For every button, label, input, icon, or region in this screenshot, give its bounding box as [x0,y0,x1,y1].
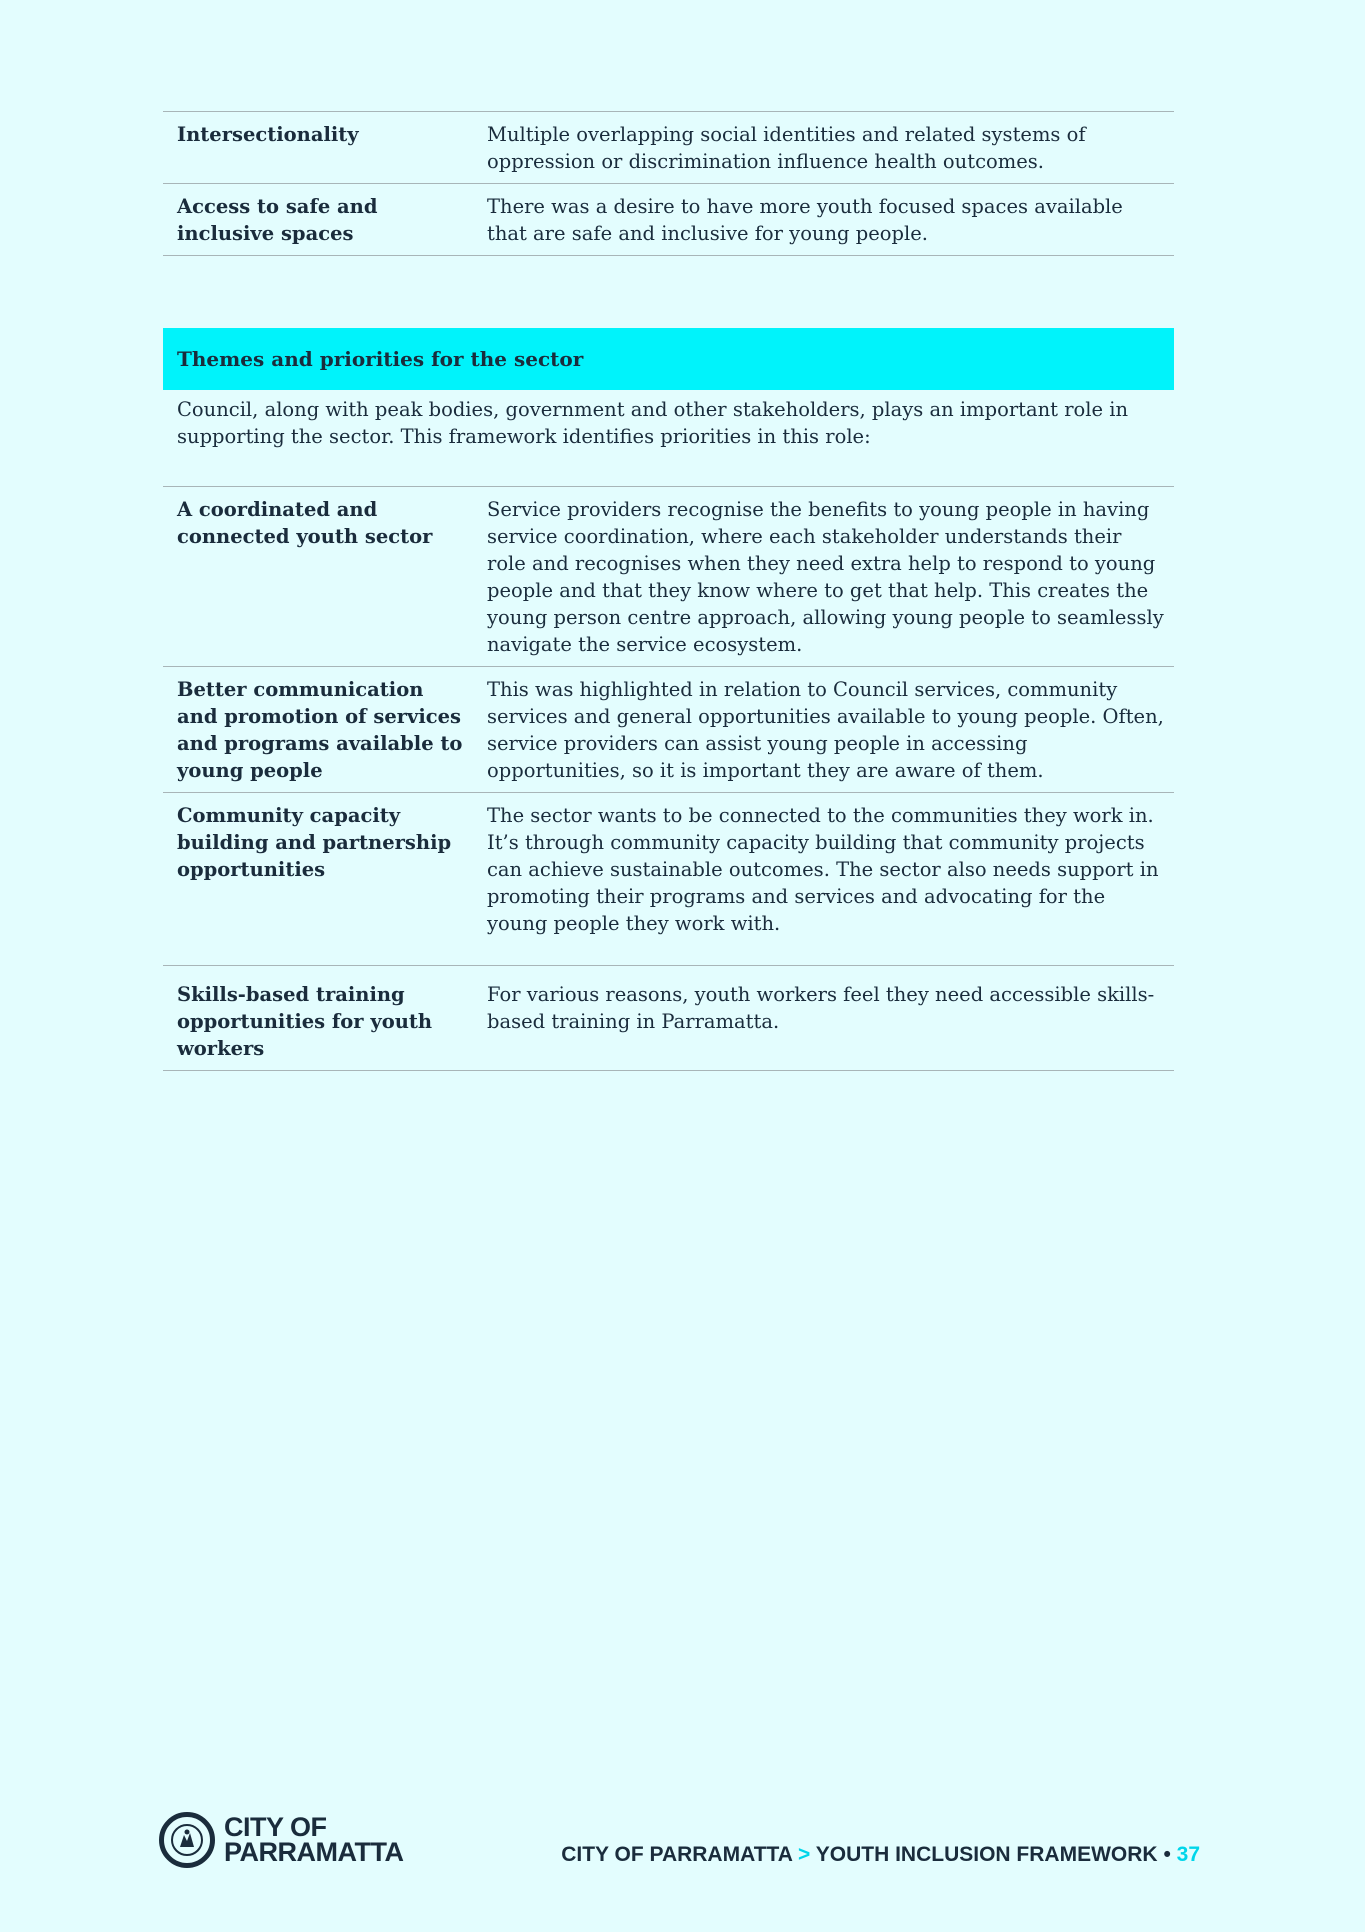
table-row [163,966,1174,1071]
row-value: Multiple overlapping social identities and related systems of oppression or discrimination influence health outcomes. [487,123,1086,173]
footer-org: CITY OF PARRAMATTA [561,1843,793,1866]
table-row [163,487,1174,667]
row-value: The sector wants to be connected to the communities they work in. It’s through community capacity building that community projects can achieve sustainable outcomes. The sector also needs support in promoting their programs and services and advocating for the young people they work with. [487,804,1159,935]
row-key: Intersectionality [177,123,359,146]
page-number: 37 [1176,1843,1200,1866]
table-row [163,184,1174,256]
row-key: Skills-based training opportunities for youth workers [177,983,433,1060]
footer-bullet: • [1163,1843,1171,1866]
table-row [163,112,1174,184]
logo-wordmark [224,1812,404,1867]
section-title: Themes and priorities for the sector [163,328,1174,390]
logo-line-1: CITY OF [224,1812,327,1842]
city-crest-icon [159,1812,215,1868]
row-value: This was highlighted in relation to Council services, community services and general opportunities available to young people. Often, service providers can assist young people in accessing opportunities, so it is important they are aware of them. [487,678,1164,782]
logo-line-2: PARRAMATTA [224,1837,404,1867]
row-key: A coordinated and connected youth sector [177,498,433,548]
section-intro: Council, along with peak bodies, government and other stakeholders, plays an important role in supporting the sector. This framework identifies priorities in this role: [177,398,1129,448]
row-value: Service providers recognise the benefits to young people in having service coordination, where each stakeholder understands their role and recognises when they need extra help to respond to young people and that they know where to get that help. This creates the young person centre approach, allowing young people to seamlessly navigate the service ecosystem. [487,498,1164,656]
table-row [163,793,1174,966]
city-logo [159,1812,403,1868]
table-top [163,111,1174,256]
row-key: Access to safe and inclusive spaces [177,195,378,245]
table-row [163,667,1174,793]
row-value: There was a desire to have more youth focused spaces available that are safe and inclusive for young people. [487,195,1123,245]
table-priorities [163,486,1174,1071]
row-key: Community capacity building and partnership opportunities [177,804,452,881]
row-key: Better communication and promotion of services and programs available to young people [177,678,463,782]
footer-doc-title: YOUTH INCLUSION FRAMEWORK [815,1843,1158,1866]
row-value: For various reasons, youth workers feel they need accessible skills-based training in Parramatta. [487,983,1155,1033]
breadcrumb-separator: > [798,1843,811,1866]
footer-running-title [561,1843,1200,1867]
